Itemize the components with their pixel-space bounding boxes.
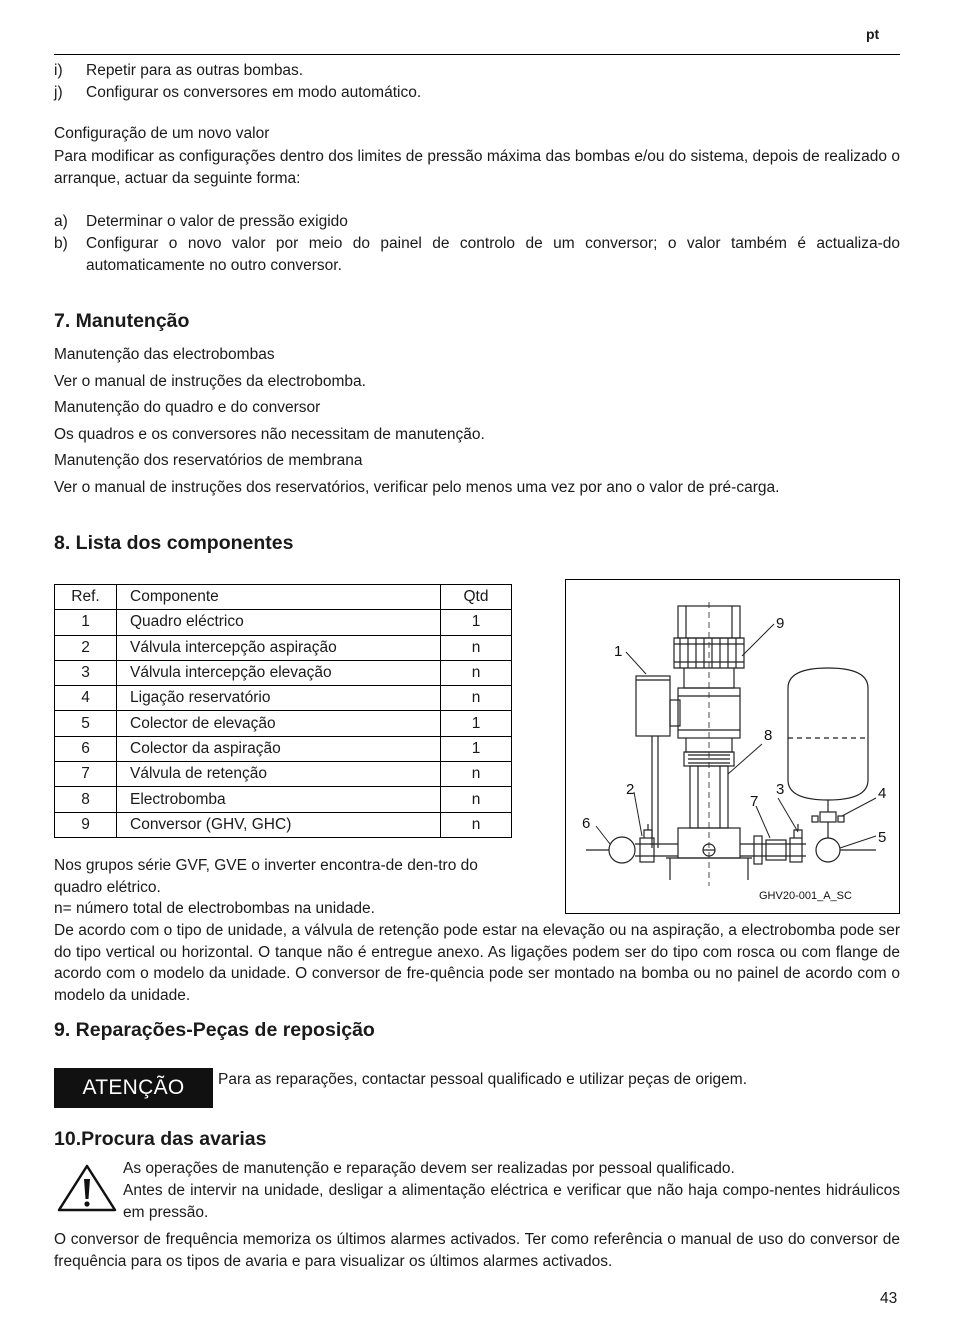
cell-component: Válvula intercepção aspiração — [117, 635, 441, 660]
page-number: 43 — [880, 1290, 898, 1307]
cell-ref: 6 — [55, 736, 117, 761]
figure-label-8: 8 — [764, 727, 773, 744]
figure-label-1: 1 — [614, 643, 623, 660]
note-n: n= número total de electrobombas na unidade. — [54, 900, 375, 917]
section-10-title: 10.Procura das avarias — [54, 1128, 267, 1150]
figure-label-2: 2 — [626, 781, 635, 798]
cell-component: Electrobomba — [117, 787, 441, 812]
table-row — [55, 610, 512, 635]
pump-unit-figure — [565, 579, 900, 914]
header-ref: Ref. — [55, 585, 117, 610]
table-header-row — [55, 585, 512, 610]
table-row — [55, 812, 512, 837]
cell-qty: 1 — [441, 736, 512, 761]
language-tag: pt — [866, 26, 880, 42]
figure-label-6: 6 — [582, 815, 591, 832]
attention-text: Para as reparações, contactar pessoal qualificado e utilizar peças de origem. — [218, 1071, 748, 1088]
new-value-heading: Configuração de um novo valor — [54, 125, 270, 142]
cell-component: Ligação reservatório — [117, 686, 441, 711]
new-value-intro: Para modificar as configurações dentro dos limites de pressão máxima das bombas e/ou do sistema, depois de realizado o arranque, actuar da seguinte forma: — [54, 148, 900, 187]
list-item-text: Repetir para as outras bombas. — [86, 62, 304, 79]
list-item-text: Configurar o novo valor por meio do painel de controlo de um conversor; o valor também é actualiza-do automaticamente no outro conversor. — [86, 235, 900, 274]
cell-qty: n — [441, 635, 512, 660]
maintenance-tanks-text: Ver o manual de instruções dos reservatórios, verificar pelo menos uma vez por ano o valor de pré-carga. — [54, 479, 780, 496]
list-item — [54, 233, 900, 277]
note-inverter: Nos grupos série GVF, GVE o inverter encontra-de den-tro do quadro elétrico. — [54, 857, 478, 896]
table-row — [55, 762, 512, 787]
cell-component: Conversor (GHV, GHC) — [117, 812, 441, 837]
maintenance-pumps-text: Ver o manual de instruções da electrobomba. — [54, 373, 366, 390]
attention-badge: ATENÇÃO — [54, 1068, 213, 1108]
section-7-title: 7. Manutenção — [54, 310, 190, 332]
list-item — [54, 82, 900, 104]
table-row — [55, 660, 512, 685]
cell-component: Quadro eléctrico — [117, 610, 441, 635]
list-item-label: b) — [54, 235, 68, 252]
cell-qty: n — [441, 660, 512, 685]
section-10-paragraph: O conversor de frequência memoriza os últimos alarmes activados. Ter como referência o manual de uso do conversor de frequência para os tipos de avaria e para visualizar os últimos alarmes activados. — [54, 1231, 900, 1270]
cell-qty: 1 — [441, 711, 512, 736]
figure-label-7: 7 — [750, 793, 759, 810]
cell-ref: 1 — [55, 610, 117, 635]
cell-component: Colector da aspiração — [117, 736, 441, 761]
cell-ref: 7 — [55, 762, 117, 787]
cell-component: Válvula intercepção elevação — [117, 660, 441, 685]
list-item-label: j) — [54, 84, 63, 101]
section-8-paragraph: De acordo com o tipo de unidade, a válvula de retenção pode estar na elevação ou na aspiração, a electrobomba pode ser do tipo vertical ou horizontal. O tanque não é entregue anexo. As ligações podem ser do tipo com rosca ou com flange de acordo com o modelo da unidade. O conversor de fre-quência pode ser montado na bomba ou no painel de acordo com o modelo da unidade. — [54, 922, 900, 1004]
warning-icon — [56, 1163, 118, 1213]
maintenance-pumps-heading: Manutenção das electrobombas — [54, 346, 275, 363]
table-row — [55, 686, 512, 711]
figure-label-4: 4 — [878, 785, 887, 802]
maintenance-tanks-heading: Manutenção dos reservatórios de membrana — [54, 452, 363, 469]
list-item — [54, 60, 900, 82]
cell-ref: 9 — [55, 812, 117, 837]
header-component: Componente — [117, 585, 441, 610]
table-row — [55, 711, 512, 736]
cell-component: Válvula de retenção — [117, 762, 441, 787]
cell-qty: n — [441, 686, 512, 711]
cell-qty: 1 — [441, 610, 512, 635]
maintenance-panel-text: Os quadros e os conversores não necessitam de manutenção. — [54, 426, 485, 443]
warning-text-2: Antes de intervir na unidade, desligar a alimentação eléctrica e verificar que não haja compo-nentes hidráulicos em pressão. — [123, 1182, 900, 1221]
cell-qty: n — [441, 762, 512, 787]
table-row — [55, 736, 512, 761]
cell-ref: 2 — [55, 635, 117, 660]
figure-label-3: 3 — [776, 781, 785, 798]
list-item-text: Configurar os conversores em modo automático. — [86, 84, 422, 101]
section-8-title: 8. Lista dos componentes — [54, 532, 294, 554]
list-item — [54, 211, 900, 233]
table-row — [55, 787, 512, 812]
cell-qty: n — [441, 787, 512, 812]
cell-ref: 5 — [55, 711, 117, 736]
header-rule — [54, 54, 900, 55]
list-item-label: a) — [54, 213, 68, 230]
header-qty: Qtd — [441, 585, 512, 610]
warning-text-1: As operações de manutenção e reparação devem ser realizadas por pessoal qualificado. — [123, 1160, 735, 1177]
maintenance-panel-heading: Manutenção do quadro e do conversor — [54, 399, 321, 416]
figure-code: GHV20-001_A_SC — [759, 890, 852, 902]
section-9-title: 9. Reparações-Peças de reposição — [54, 1019, 375, 1041]
cell-component: Colector de elevação — [117, 711, 441, 736]
figure-label-5: 5 — [878, 829, 887, 846]
list-item-label: i) — [54, 62, 63, 79]
cell-ref: 4 — [55, 686, 117, 711]
list-item-text: Determinar o valor de pressão exigido — [86, 213, 348, 230]
table-row — [55, 635, 512, 660]
figure-label-9: 9 — [776, 615, 785, 632]
pump-unit-drawing — [566, 580, 899, 913]
cell-ref: 3 — [55, 660, 117, 685]
cell-ref: 8 — [55, 787, 117, 812]
components-table — [54, 584, 512, 838]
cell-qty: n — [441, 812, 512, 837]
